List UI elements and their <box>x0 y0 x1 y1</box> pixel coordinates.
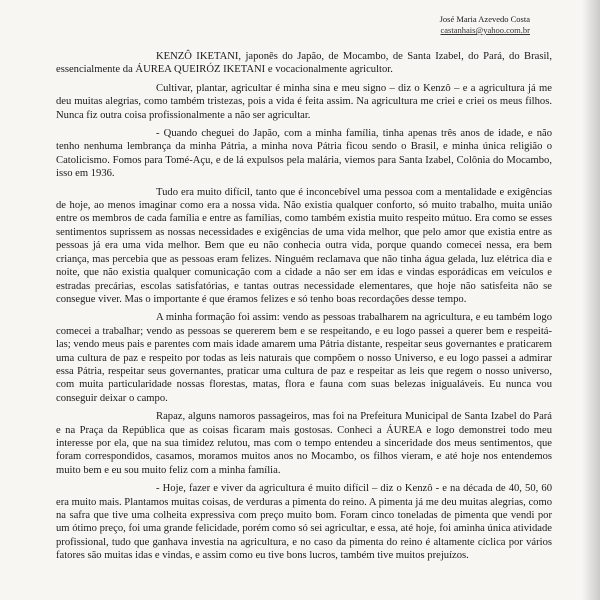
paragraph-intro: KENZÔ IKETANI, japonês do Japão, de Mocambo, de Santa Izabel, do Pará, do Brasil, essencialmente da ÁUREA QUEIRÓZ IKETANI e vocacionalmente agricultor. <box>56 51 552 76</box>
page-edge-shadow <box>582 0 600 600</box>
paragraph-agricultura-hoje: - Hoje, fazer e viver da agricultura é muito difícil – diz o Kenzô - e na década de 40, 50, 60 era muito mais. Plantamos muitas coisas, de verduras a pimenta do reino. A pimenta já me deu muitas alegrias, como na safra que tive uma colheita expressiva com preço muito bom. Foram cinco toneladas de pimenta que vendi por um ótimo preço, foi uma grande felicidade, porém como só sei agricultar, e essa, até hoje, foi aminha única atividade profissional, tudo que ganhava investia na agricultura, e no caso da pimenta do reino é altamente cíclica por vários fatores são muitas idas e vindas, e assim como eu tive bons lucros, também tive muitos prejuízos. <box>56 483 552 562</box>
author-name: José Maria Azevedo Costa <box>439 14 530 24</box>
paragraph-namoro: Rapaz, alguns namoros passageiros, mas foi na Prefeitura Municipal de Santa Izabel do Pará e na Praça da República que as coisas ficaram mais gostosas. Conheci a ÁUREA e logo demonstrei todo meu interesse por ela, que na sua timidez relutou, mas com o tempo entendeu a sinceridade dos meus sentimentos, que foram correspondidos, casamos, moramos muitos anos no Mocambo, os filhos vieram, e até hoje nos entendemos muito bem e eu sou muito feliz com a minha família. <box>56 411 552 476</box>
document-header <box>56 14 530 36</box>
paragraph-formacao: A minha formação foi assim: vendo as pessoas trabalharem na agricultura, e eu também logo comecei a trabalhar; vendo as pessoas se quererem bem e se respeitando, e eu logo passei a querer bem e respeitá-las; vendo meus pais e parentes com mais idade amarem uma Pátria distante, respeitar seus governantes e praticarem uma cultura de paz e respeito por todas as leis naturais que compõem o nosso Universo, e eu logo passei a admirar essa Pátria, respeitar seus governantes, praticar uma cultura de paz e respeitar as leis que regem o nosso universo, com muita particularidade nossas florestas, matas, flora e fauna com suas belezas inigualáveis. Eu nunca vou conseguir deixar o campo. <box>56 312 552 404</box>
author-email-link[interactable]: castanhais@yahoo.com.br <box>440 25 530 35</box>
paragraph-cultivar: Cultivar, plantar, agricultar é minha sina e meu signo – diz o Kenzô – e a agricultura já me deu muitas alegrias, como também tristezas, pois a vida é feita assim. Na agricultura me criei e criei os meus filhos. Nunca fiz outra coisa profissionalmente a não ser agricultar. <box>56 82 552 121</box>
paragraph-chegada: - Quando cheguei do Japão, com a minha família, tinha apenas três anos de idade, e não tenho nenhuma lembrança da minha Pátria, a minha nova Pátria ficou sendo o Brasil, e minha única religião o Catolicismo. Fomos para Tomé-Açu, e de lá expulsos pela malária, viemos para Santa Izabel, Colônia do Mocambo, isso em 1936. <box>56 128 552 180</box>
paragraph-dificuldades: Tudo era muito difícil, tanto que é inconcebível uma pessoa com a mentalidade e exigências de hoje, ao menos imaginar como era a nossa vida. Não existia qualquer conforto, só muito trabalho, muita união entre os membros de cada família e entre as famílias, como também existia muito respeito mútuo. Era como se esses sentimentos suprissem as nossas necessidades e exigências de uma vida melhor, que pelo amor que existia entre as pessoas já era uma vida melhor. Bem que eu não conhecia outra vida, porque quando comecei nessa, era bem criança, mas percebia que as pessoas eram felizes. Ninguém reclamava que não tinha água gelada, luz elétrica dia e noite, que não existia qualquer comunicação com a cidade a não ser em idas e vindas esporádicas em veículos e estradas precárias, escolas satisfatórias, e tantas outras necessidade elementares, que hoje não satisfeita não se consegue viver. Mas o importante é que éramos felizes e só tenho boas recordações desse tempo. <box>56 186 552 305</box>
document-body <box>56 50 552 563</box>
